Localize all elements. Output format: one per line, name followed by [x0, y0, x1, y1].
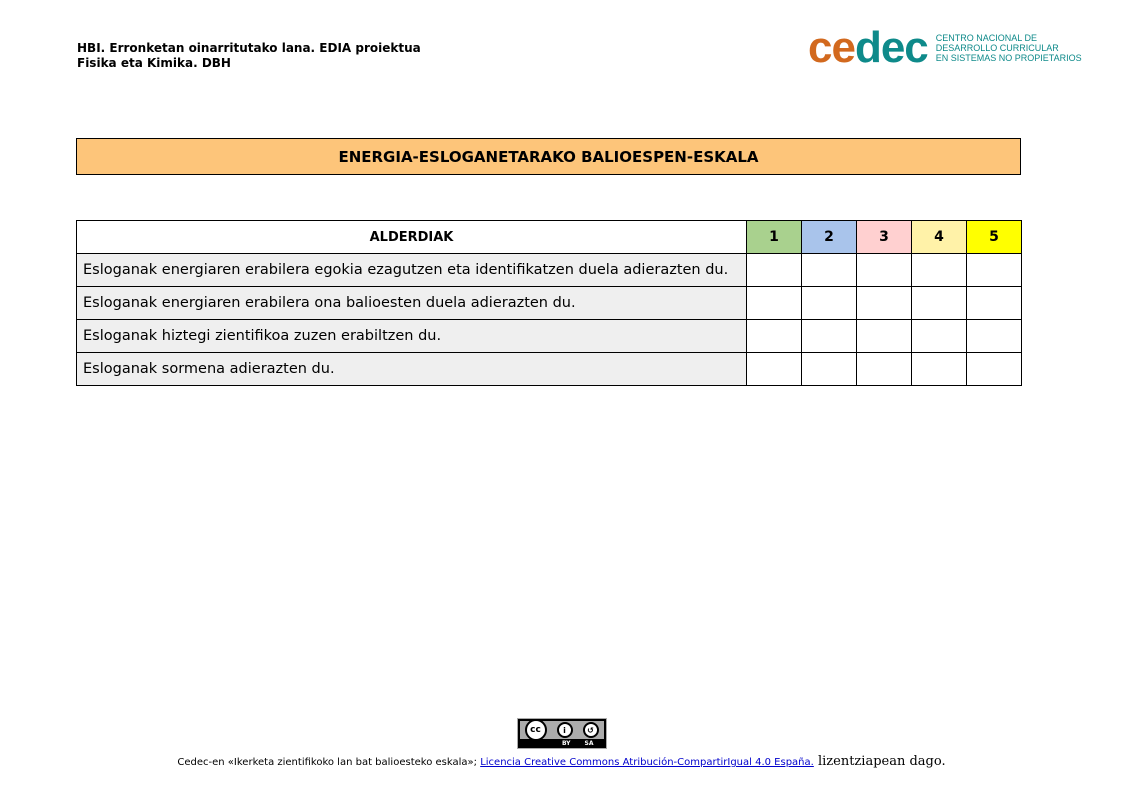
license-prefix: Cedec-en «Ikerketa zientifikoko lan bat balioesteko eskala»; — [177, 757, 481, 768]
aspect-description: Esloganak energiaren erabilera egokia ezagutzen eta identifikatzen duela adierazten du. — [77, 254, 747, 287]
aspects-header: ALDERDIAK — [77, 221, 747, 254]
license-footer — [0, 718, 1123, 769]
table-header-row — [77, 221, 1022, 254]
document-header — [77, 41, 421, 71]
table-row — [77, 353, 1022, 386]
cedec-logo — [808, 23, 1082, 72]
score-cell[interactable] — [857, 353, 912, 386]
score-header-3: 3 — [857, 221, 912, 254]
logo-subtitle — [936, 33, 1082, 63]
header-line-2: Fisika eta Kimika. DBH — [77, 56, 231, 70]
score-header-5: 5 — [967, 221, 1022, 254]
cc-badge-labels — [518, 740, 606, 747]
share-alike-icon: ↺ — [583, 722, 599, 738]
score-cell[interactable] — [747, 287, 802, 320]
score-cell[interactable] — [912, 353, 967, 386]
score-cell[interactable] — [857, 287, 912, 320]
license-suffix: lizentziapean dago. — [813, 754, 946, 769]
score-cell[interactable] — [802, 254, 857, 287]
aspect-description: Esloganak energiaren erabilera ona balioesten duela adierazten du. — [77, 287, 747, 320]
score-cell[interactable] — [967, 254, 1022, 287]
logo-sub-line-3: EN SISTEMAS NO PROPIETARIOS — [935, 53, 1082, 63]
score-header-4: 4 — [912, 221, 967, 254]
score-cell[interactable] — [857, 254, 912, 287]
score-cell[interactable] — [912, 254, 967, 287]
license-link[interactable]: Licencia Creative Commons Atribución-CompartirIgual 4.0 España. — [480, 757, 814, 768]
table-row — [77, 287, 1022, 320]
score-cell[interactable] — [967, 353, 1022, 386]
rating-scale-table — [76, 220, 1022, 386]
logo-wordmark — [808, 23, 928, 72]
table-row — [77, 254, 1022, 287]
score-cell[interactable] — [912, 320, 967, 353]
license-text — [0, 754, 1123, 769]
aspect-description: Esloganak sormena adierazten du. — [77, 353, 747, 386]
page-title: ENERGIA-ESLOGANETARAKO BALIOESPEN-ESKALA — [76, 138, 1021, 175]
score-header-1: 1 — [747, 221, 802, 254]
header-line-1: HBI. Erronketan oinarritutako lana. EDIA proiektua — [77, 41, 421, 55]
score-cell[interactable] — [747, 320, 802, 353]
logo-word-dec: dec — [854, 23, 928, 72]
cc-sa-label: SA — [584, 740, 594, 747]
score-cell[interactable] — [802, 287, 857, 320]
cc-by-sa-badge — [517, 718, 607, 749]
score-cell[interactable] — [802, 353, 857, 386]
score-cell[interactable] — [967, 287, 1022, 320]
score-cell[interactable] — [747, 254, 802, 287]
cc-by-label: BY — [561, 740, 571, 747]
score-cell[interactable] — [912, 287, 967, 320]
score-cell[interactable] — [967, 320, 1022, 353]
cc-badge-icons — [520, 721, 604, 739]
score-cell[interactable] — [857, 320, 912, 353]
score-cell[interactable] — [802, 320, 857, 353]
creative-commons-icon: cc — [525, 719, 547, 741]
score-cell[interactable] — [747, 353, 802, 386]
logo-sub-line-1: CENTRO NACIONAL DE — [935, 33, 1037, 43]
aspect-description: Esloganak hiztegi zientifikoa zuzen erabiltzen du. — [77, 320, 747, 353]
score-header-2: 2 — [802, 221, 857, 254]
table-row — [77, 320, 1022, 353]
logo-sub-line-2: DESARROLLO CURRICULAR — [935, 43, 1059, 53]
attribution-person-icon: i — [557, 722, 573, 738]
logo-word-ce: ce — [808, 23, 855, 72]
